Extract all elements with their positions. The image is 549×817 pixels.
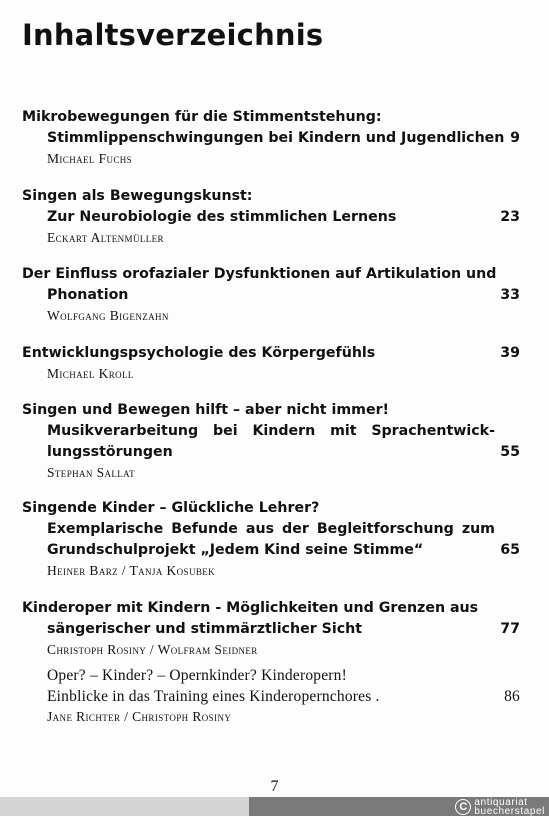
entry-title-line: Singende Kinder – Glückliche Lehrer? (22, 500, 320, 516)
entry-author: Stephan Sallat (47, 465, 135, 480)
entry-title-line: Zur Neurobiologie des stimmlichen Lernens 23 (22, 207, 520, 228)
entry-author: Heiner Barz / Tanja Kosubek (47, 563, 216, 578)
entry-author: Michael Fuchs (47, 151, 133, 166)
entry-page-number: 55 (500, 444, 520, 460)
entry-title-line: Phonation 33 (22, 285, 520, 306)
entry-title-line: Entwicklungspsychologie des Körpergefühls 39 (22, 343, 520, 364)
entry-page-number: 86 (504, 688, 520, 705)
entry-title-line: Mikrobewegungen für die Stimmentstehung: (22, 109, 382, 125)
toc-entry (22, 343, 520, 383)
copyright-icon: C (455, 799, 471, 815)
toc-entry (22, 400, 520, 482)
entry-author: Wolfgang Bigenzahn (47, 308, 169, 323)
watermark-stamp (249, 797, 549, 816)
entry-title-line: Oper? – Kinder? – Opernkinder? Kinderopern! (47, 667, 347, 684)
entry-title-line: Kinderoper mit Kindern - Möglichkeiten und Grenzen aus (22, 600, 479, 616)
entry-title-line: Singen als Bewegungskunst: (22, 188, 253, 204)
entry-author: Michael Kroll (47, 366, 134, 381)
entry-title-line: Einblicke in das Training eines Kinderopernchores . 86 (47, 688, 520, 705)
entry-title-line: sängerischer und stimmärztlicher Sicht 77 (22, 619, 520, 640)
toc-entry (22, 186, 520, 247)
entry-title-line: lungsstörungen 55 (22, 442, 520, 463)
toc-entry (22, 665, 520, 726)
entry-author: Jane Richter / Christoph Rosiny (47, 709, 232, 724)
entry-page-number: 65 (500, 542, 520, 558)
entry-title-line: Der Einfluss orofazialer Dysfunktionen auf Artikulation und (22, 266, 497, 282)
entry-page-number: 23 (500, 209, 520, 225)
entry-title-line: Musikverarbeitung bei Kindern mit Sprachentwick- (47, 423, 495, 439)
entry-title-line: Stimmlippenschwingungen bei Kindern und Jugendlichen 9 (22, 128, 520, 149)
stamp-line-2: buecherstapel (474, 805, 545, 817)
entry-page-number: 39 (500, 345, 520, 361)
entry-author: Christoph Rosiny / Wolfram Seidner (47, 642, 258, 657)
toc-entry (22, 498, 520, 580)
entry-title-line: Grundschulprojekt „Jedem Kind seine Stimme“ 65 (22, 540, 520, 561)
toc-entry (22, 264, 520, 325)
entry-page-number: 33 (500, 287, 520, 303)
entry-page-number: 9 (510, 130, 520, 146)
toc-entry (22, 107, 520, 168)
stamp-line-1: antiquariat (474, 796, 528, 808)
entry-page-number: 77 (500, 621, 520, 637)
entry-title-line: Exemplarische Befunde aus der Begleitforschung zum (47, 521, 495, 537)
page-title: Inhaltsverzeichnis (22, 18, 324, 52)
entry-title-line: Singen und Bewegen hilft – aber nicht immer! (22, 402, 390, 418)
page-number: 7 (270, 778, 279, 795)
entry-author: Eckart Altenmüller (47, 230, 164, 245)
toc-entry (22, 598, 520, 659)
